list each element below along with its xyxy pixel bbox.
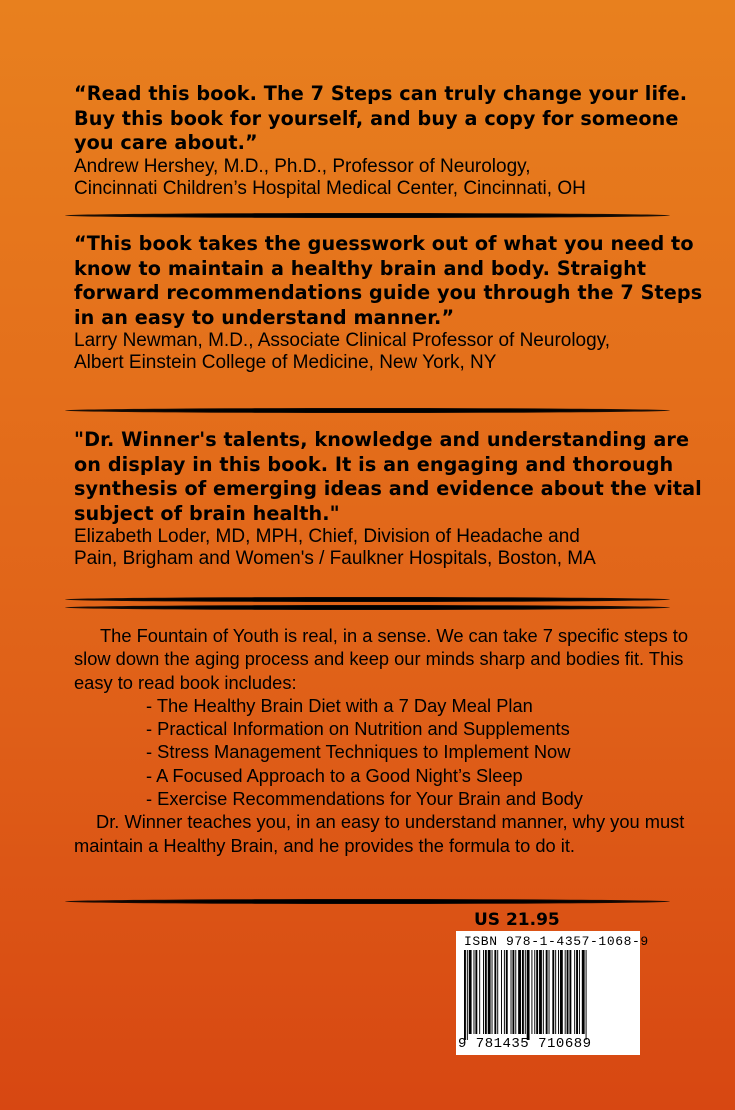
- barcode-bar: [569, 950, 571, 1034]
- quote-text: “Read this book. The 7 Steps can truly change your life. Buy this book for yourself, and buy a copy for someone you care about.”: [74, 82, 688, 155]
- barcode-bar: [546, 950, 548, 1034]
- barcode-bar: [494, 950, 496, 1034]
- divider: [65, 213, 670, 218]
- barcode-bar: [552, 950, 554, 1034]
- list-item: - A Focused Approach to a Good Night’s Sleep: [146, 764, 523, 786]
- barcode-bar: [567, 950, 569, 1034]
- barcode-bar: [560, 950, 563, 1034]
- attribution-line: Pain, Brigham and Women's / Faulkner Hospitals, Boston, MA: [74, 548, 596, 570]
- description-intro: The Fountain of Youth is real, in a sense. We can take 7 specific steps to slow down the aging process and keep our minds sharp and bodies fit. This easy to read book includes:: [74, 625, 689, 693]
- isbn-number: ISBN 978-1-4357-1068-9: [464, 934, 649, 949]
- barcode-bar: [518, 950, 521, 1034]
- list-item: - The Healthy Brain Diet with a 7 Day Meal Plan: [146, 694, 533, 716]
- barcode-bar: [485, 950, 487, 1034]
- barcode-bar: [579, 950, 580, 1034]
- attribution-line: Andrew Hershey, M.D., Ph.D., Professor of Neurology,: [74, 155, 531, 177]
- barcode-bar: [534, 950, 535, 1034]
- barcode-bar: [576, 950, 578, 1034]
- barcode-bar: [497, 950, 498, 1034]
- description-closing: Dr. Winner teaches you, in an easy to understand manner, why you must maintain a Healthy Brain, and he provides the formula to do it.: [74, 811, 685, 856]
- barcode-bar: [527, 950, 530, 1040]
- barcode-bars: [462, 950, 634, 1040]
- barcode-bar: [549, 950, 550, 1034]
- barcode-bar: [501, 950, 502, 1034]
- book-description: [74, 624, 694, 857]
- barcode-bar: [586, 950, 587, 1040]
- barcode-bar: [467, 950, 468, 1040]
- barcode-bar: [479, 950, 480, 1034]
- list-item: - Stress Management Techniques to Implement Now: [146, 741, 571, 763]
- endorsement-newman: [74, 232, 714, 374]
- barcode-bar: [492, 950, 493, 1034]
- barcode-bar: [474, 950, 475, 1034]
- divider: [65, 408, 670, 413]
- barcode-bar: [536, 950, 538, 1034]
- barcode-bar: [504, 950, 505, 1034]
- barcode-bar: [512, 950, 514, 1034]
- divider: [65, 597, 670, 602]
- barcode-digits: 9 781435 710689: [458, 1036, 592, 1052]
- barcode-bar: [539, 950, 542, 1034]
- barcode-bar: [543, 950, 544, 1034]
- attribution-line: Elizabeth Loder, MD, MPH, Chief, Division of Headache and: [74, 526, 580, 548]
- barcode-bar: [475, 950, 477, 1034]
- barcode-bar: [522, 950, 524, 1034]
- barcode-bar: [582, 950, 585, 1034]
- barcode-bar: [515, 950, 516, 1034]
- attribution-line: Albert Einstein College of Medicine, New York, NY: [74, 352, 497, 374]
- isbn-barcode: [456, 931, 649, 1055]
- feature-list: [74, 694, 694, 810]
- list-item: - Exercise Recommendations for Your Brain and Body: [146, 788, 583, 810]
- price-label: US 21.95: [474, 910, 560, 930]
- attribution-line: Cincinnati Children’s Hospital Medical Center, Cincinnati, OH: [74, 177, 586, 199]
- attribution-line: Larry Newman, M.D., Associate Clinical Professor of Neurology,: [74, 330, 611, 352]
- endorsement-loder: [74, 428, 714, 570]
- barcode-bar: [555, 950, 556, 1034]
- barcode-bar: [488, 950, 491, 1034]
- barcode-bar: [558, 950, 559, 1034]
- barcode-bar: [464, 950, 466, 1040]
- quote-text: "Dr. Winner's talents, knowledge and understanding are on display in this book. It is an engaging and thorough synthesis of emerging ideas and evidence about the vital subject of brain health.": [74, 428, 702, 525]
- quote-text: “This book takes the guesswork out of what you need to know to maintain a healthy brain and body. Straight forward recommendations guide you through the 7 Steps in an easy to understand manner.”: [74, 232, 703, 329]
- divider: [65, 899, 670, 904]
- barcode-bar: [469, 950, 472, 1034]
- barcode-bar: [483, 950, 484, 1034]
- barcode-bar: [574, 950, 575, 1034]
- barcode-bar: [506, 950, 508, 1034]
- barcode-bar: [565, 950, 566, 1034]
- divider: [65, 605, 670, 610]
- barcode-bar: [531, 950, 532, 1034]
- barcode-bar: [511, 950, 512, 1034]
- list-item: - Practical Information on Nutrition and Supplements: [146, 718, 570, 740]
- barcode-bar: [525, 950, 526, 1034]
- endorsement-hershey: [74, 82, 714, 200]
